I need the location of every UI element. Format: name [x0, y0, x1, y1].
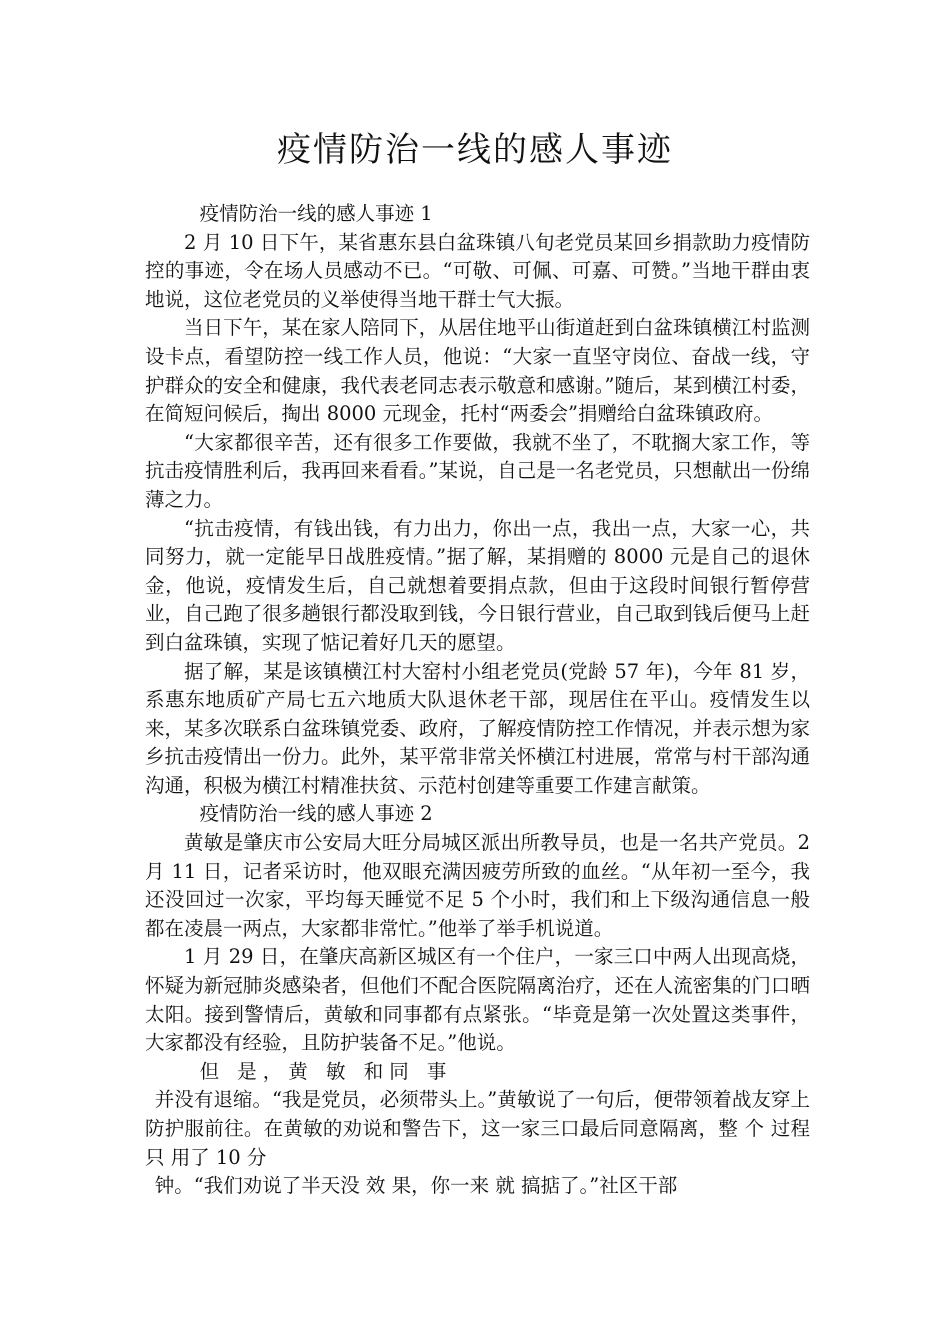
paragraph: 钟。“我们劝说了半天没 效 果，你一来 就 搞掂了。”社区干部 [154, 1174, 678, 1198]
paragraph-fragment: 但 是，黄 敏 和同 事 [199, 1059, 453, 1083]
paragraph: 据了解，某是该镇横江村大窑村小组老党员(党龄 57 年)，今年 81 岁，系惠东地质矿产局七五六地质大队退休老干部，现居住在平山。疫情发生以来，某多次联系白盆珠镇党委、政府，了解疫情防控工作情况，并表示想为家乡抗击疫情出一份力。此外，某平常非常关怀横江村进展，常常与村干部沟通沟通，积极为横江村精准扶贫、示范村创建等重要工作建言献策。 [145, 659, 810, 797]
paragraph: 2 月 10 日下午，某省惠东县白盆珠镇八旬老党员某回乡捐款助力疫情防控的事迹，令在场人员感动不已。“可敬、可佩、可嘉、可赞。”当地干群由衷地说，这位老党员的义举使得当地干群士气大振。 [145, 230, 810, 311]
section-heading-1: 疫情防治一线的感人事迹 1 [199, 202, 433, 225]
section-heading-2: 疫情防治一线的感人事迹 2 [199, 802, 433, 826]
paragraph: 当日下午，某在家人陪同下，从居住地平山街道赶到白盆珠镇横江村监测设卡点，看望防控一线工作人员，他说：“大家一直坚守岗位、奋战一线，守护群众的安全和健康，我代表老同志表示敬意和感谢。”随后，某到横江村委，在简短问候后，掏出 8000 元现金，托村“两委会”捐赠给白盆珠镇政府。 [145, 316, 810, 426]
paragraph: “大家都很辛苦，还有很多工作要做，我就不坐了，不耽搁大家工作，等抗击疫情胜利后，我再回来看看。”某说，自己是一名老党员，只想献出一份绵薄之力。 [145, 430, 810, 511]
document-title: 疫情防治一线的感人事迹 [277, 130, 673, 170]
paragraph: “抗击疫情，有钱出钱，有力出力，你出一点，我出一点，大家一心，共同努力，就一定能早日战胜疫情。”据了解，某捐赠的 8000 元是自己的退休金，他说，疫情发生后，自己就想着要捐点款，但由于这段时间银行暂停营业，自己跑了很多趟银行都没取到钱，今日银行营业，自己取到钱后便马上赶到白盆珠镇，实现了惦记着好几天的愿望。 [145, 516, 810, 654]
paragraph: 黄敏是肇庆市公安局大旺分局城区派出所教导员，也是一名共产党员。2 月 11 日，记者采访时，他双眼充满因疲劳所致的血丝。“从年初一至今，我还没回过一次家，平均每天睡觉不足 5 个小时，我们和上下级沟通信息一般都在凌晨一两点，大家都非常忙。”他举了举手机说道。 [145, 831, 810, 940]
paragraph: 并没有退缩。“我是党员，必须带头上。”黄敏说了一句后，便带领着战友穿上防护服前往。在黄敏的劝说和警告下，这一家三口最后同意隔离，整 个 过程只 用了 10 分 [145, 1088, 810, 1169]
paragraph: 1 月 29 日，在肇庆高新区城区有一个住户，一家三口中两人出现高烧，怀疑为新冠肺炎感染者，但他们不配合医院隔离治疗，还在人流密集的门口晒太阳。接到警情后，黄敏和同事都有点紧张。“毕竟是第一次处置这类事件，大家都没有经验，且防护装备不足。”他说。 [145, 945, 810, 1055]
document-body [145, 200, 810, 1201]
